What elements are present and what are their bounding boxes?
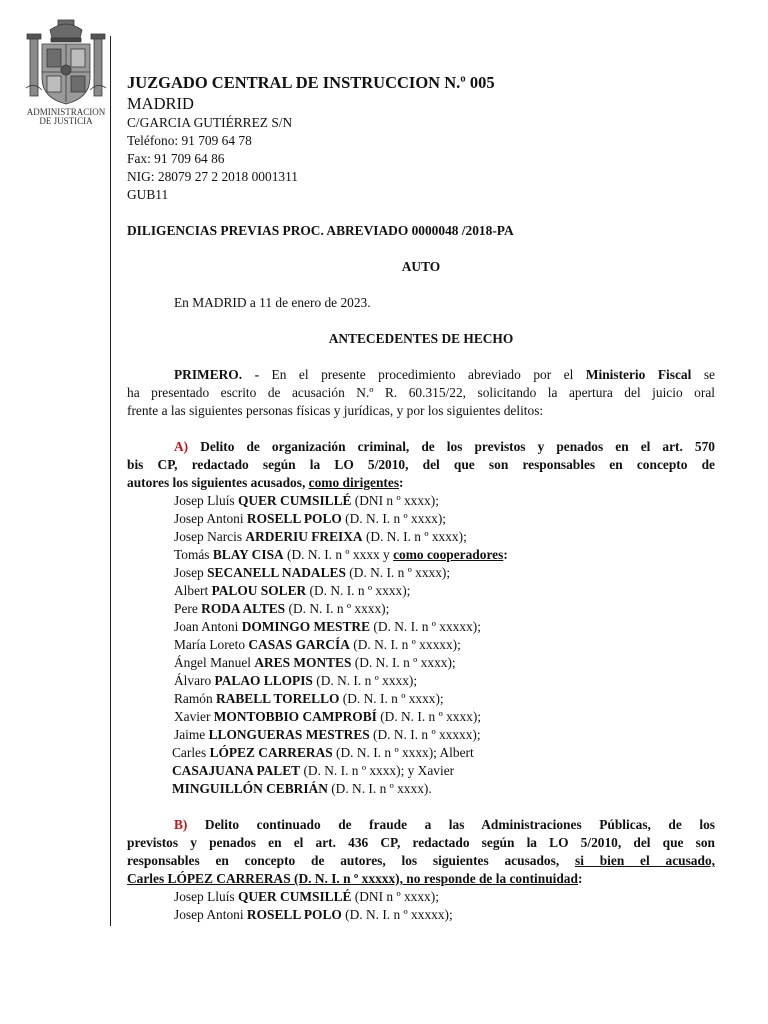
court-fax: Fax: 91 709 64 86 <box>127 151 225 166</box>
list-item: Josep Narcis ARDERIU FREIXA (D. N. I. n º xxxx); <box>174 529 467 544</box>
list-item: Ramón RABELL TORELLO (D. N. I. n º xxxx); <box>174 691 444 706</box>
document-type: AUTO <box>401 259 441 274</box>
list-item: Josep Antoni ROSELL POLO (D. N. I. n º xxxxx); <box>174 907 453 922</box>
primero-line3: frente a las siguientes personas físicas y jurídicas, y por los siguientes delitos: <box>127 403 544 418</box>
list-item: Ángel Manuel ARES MONTES (D. N. I. n º xxxx); <box>174 655 456 670</box>
ministerio-fiscal: Ministerio Fiscal <box>585 367 692 382</box>
document-body <box>127 72 715 924</box>
court-city: MADRID <box>127 94 194 113</box>
list-item: Josep Lluís QUER CUMSILLÉ (DNI n º xxxx); <box>174 889 439 904</box>
como-dirigentes: como dirigentes <box>308 475 400 490</box>
crime-b-line3: responsables en concepto de autores, los siguientes acusados, si bien el acusado, <box>127 853 715 868</box>
court-name: JUZGADO CENTRAL DE INSTRUCCION N.º 005 <box>127 73 495 92</box>
list-item: Álvaro PALAO LLOPIS (D. N. I. n º xxxx); <box>174 673 418 688</box>
crime-a-line2: bis CP, redactado según la LO 5/2010, del que son responsables en concepto de <box>127 457 715 472</box>
primero-line1: PRIMERO. - En el presente procedimiento abreviado por el Ministerio Fiscal se <box>174 367 715 382</box>
date-line: En MADRID a 11 de enero de 2023. <box>174 295 371 310</box>
list-item: Josep Lluís QUER CUMSILLÉ (DNI n º xxxx); <box>174 493 439 508</box>
crime-b-line1: B) Delito continuado de fraude a las Administraciones Públicas, de los <box>174 817 715 832</box>
crime-b-letter: B) <box>174 817 188 832</box>
list-item: Jaime LLONGUERAS MESTRES (D. N. I. n º xxxxx); <box>174 727 481 742</box>
crime-a-letter: A) <box>174 439 189 454</box>
list-item: María Loreto CASAS GARCÍA (D. N. I. n º xxxxx); <box>174 637 461 652</box>
margin-rule <box>110 36 111 926</box>
como-cooperadores: como cooperadores <box>393 547 504 562</box>
list-item: Joan Antoni DOMINGO MESTRE (D. N. I. n º xxxxx); <box>174 619 481 634</box>
list-item: Pere RODA ALTES (D. N. I. n º xxxx); <box>174 601 390 616</box>
section-title: ANTECEDENTES DE HECHO <box>328 331 514 346</box>
court-code: GUB11 <box>127 187 169 202</box>
logo-caption-line2: DE JUSTICIA <box>39 116 93 126</box>
list-item: Albert PALOU SOLER (D. N. I. n º xxxx); <box>174 583 411 598</box>
primero-line2: ha presentado escrito de acusación N.º R. 60.315/22, solicitando la apertura del juicio oral <box>127 385 715 400</box>
court-nig: NIG: 28079 27 2 2018 0001311 <box>127 169 298 184</box>
crime-a-line1: A) Delito de organización criminal, de los previstos y penados en el art. 570 <box>174 439 715 454</box>
list-item: Josep SECANELL NADALES (D. N. I. n º xxxx); <box>174 565 451 580</box>
list-item: Tomás BLAY CISA (D. N. I. n º xxxx y como cooperadores: <box>174 547 508 562</box>
court-address: C/GARCIA GUTIÉRREZ S/N <box>127 115 293 130</box>
crime-b-line4: Carles LÓPEZ CARRERAS (D. N. I. n º xxxxx), no responde de la continuidad: <box>127 871 583 886</box>
logo-caption-line1: ADMINISTRACION <box>26 107 106 117</box>
case-reference: DILIGENCIAS PREVIAS PROC. ABREVIADO 0000048 /2018-PA <box>127 223 514 238</box>
list-item: Carles LÓPEZ CARRERAS (D. N. I. n º xxxx); Albert <box>172 745 474 760</box>
court-phone: Teléfono: 91 709 64 78 <box>127 133 252 148</box>
crime-a-line3: autores los siguientes acusados, como dirigentes: <box>127 475 404 490</box>
crime-b-line2: previstos y penados en el art. 436 CP, redactado según la LO 5/2010, del que son <box>127 835 715 850</box>
list-item: CASAJUANA PALET (D. N. I. n º xxxx); y Xavier <box>172 763 455 778</box>
administracion-de-justicia-logo <box>22 16 110 126</box>
list-item: MINGUILLÓN CEBRIÁN (D. N. I. n º xxxx). <box>172 781 432 796</box>
list-item: Josep Antoni ROSELL POLO (D. N. I. n º xxxx); <box>174 511 447 526</box>
list-item: Xavier MONTOBBIO CAMPROBÍ (D. N. I. n º xxxx); <box>174 709 482 724</box>
primero-label: PRIMERO. - <box>174 367 260 382</box>
